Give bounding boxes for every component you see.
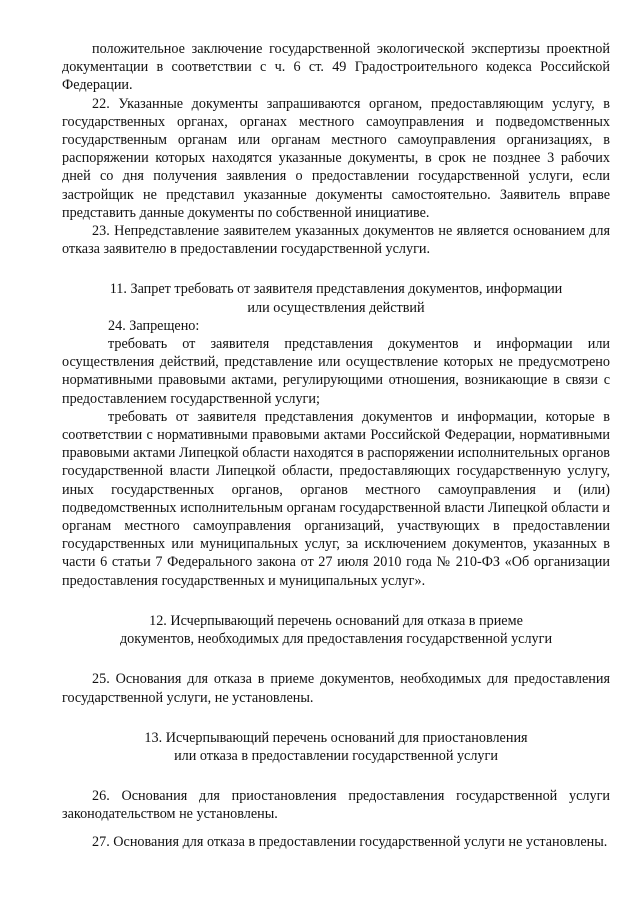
section-12-heading: [62, 612, 610, 648]
section-heading-line: 11. Запрет требовать от заявителя представления документов, информации: [109, 281, 563, 298]
section-heading-line: 13. Исчерпывающий перечень оснований для приостановления: [144, 729, 528, 746]
paragraph-24-item-2: требовать от заявителя представления документов и информации, которые в соответствии с нормативными правовыми актами Российской Федерации, нормативными правовыми актами Липецкой области находятся в распоряжении исполнительных органов государственной власти Липецкой области, предоставляющих государственную услугу, иных государственных органов, органов местного самоуправления и (или) подведомственных исполнительным органам государственной власти Липецкой области и органам местного самоуправления организаций, участвующих в предоставлении государственных или муниципальных услуг, за исключением документов, указанных в части 6 статьи 7 Федерального закона от 27 июля 2010 года № 210-ФЗ «Об организации предоставления государственных и муниципальных услуг».: [62, 408, 610, 589]
spacer: [62, 765, 610, 787]
paragraph-continuation: положительное заключение государственной экологической экспертизы проектной документации в соответствии с ч. 6 ст. 49 Градостроительного кодекса Российской Федерации.: [62, 41, 610, 94]
spacer: [62, 824, 610, 833]
paragraph-25: 25. Основания для отказа в приеме документов, необходимых для предоставления государственной услуги, не установлены.: [62, 671, 610, 706]
paragraph-27: 27. Основания для отказа в предоставлении государственной услуги не установлены.: [92, 833, 608, 850]
section-heading-line: 12. Исчерпывающий перечень оснований для отказа в приеме: [149, 612, 523, 629]
section-11-heading: [62, 280, 610, 316]
section-heading-line: документов, необходимых для предоставления государственной услуги: [119, 631, 553, 648]
section-heading-line: или отказа в предоставлении государственной услуги: [174, 747, 498, 764]
spacer: [62, 648, 610, 670]
document-page: [62, 40, 610, 851]
spacer: [62, 258, 610, 280]
spacer: [62, 590, 610, 612]
paragraph-26: 26. Основания для приостановления предоставления государственной услуги законодательством не установлены.: [62, 788, 610, 823]
section-13-heading: [62, 729, 610, 765]
paragraph-22: 22. Указанные документы запрашиваются органом, предоставляющим услугу, в государственных органах, органах местного самоуправления и подведомственных государственным органам или органам местного самоуправления организациях, в распоряжении которых находятся указанные документы, в срок не позднее 3 рабочих дней со дня получения заявления о предоставлении государственной услуги, если застройщик не представил указанные документы самостоятельно. Заявитель вправе представить данные документы по собственной инициативе.: [62, 95, 610, 221]
paragraph-23: 23. Непредставление заявителем указанных документов не является основанием для отказа заявителю в предоставлении государственной услуги.: [62, 223, 610, 258]
spacer: [62, 707, 610, 729]
paragraph-24: 24. Запрещено:: [108, 317, 200, 334]
paragraph-24-item-1: требовать от заявителя представления документов и информации или осуществления действий, представление или осуществление которых не предусмотрено нормативными правовыми актами, регулирующими отношения, возникающие в связи с предоставлением государственной услуги;: [62, 336, 610, 407]
section-heading-line: или осуществления действий: [247, 299, 425, 316]
